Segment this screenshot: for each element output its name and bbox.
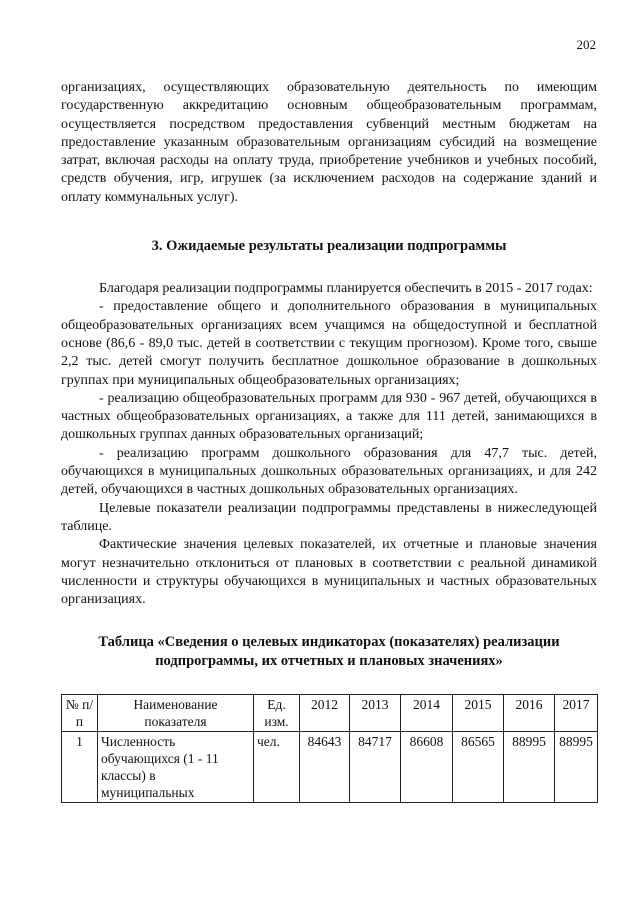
table-title: Таблица «Сведения о целевых индикаторах (показателях) реализации подпрограммы, их отчетных и плановых значениях» [98,634,560,669]
header-cell: 2015 [453,695,504,732]
header-cell: 2013 [350,695,401,732]
table-row [62,732,598,803]
paragraph: - предоставление общего и дополнительного образования в муниципальных общеобразовательных организациях всем учащимся на общедоступной и бесплатной основе (86,6 - 89,0 тыс. детей в соответствии с текущим прогнозом). Кроме того, свыше 2,2 тыс. детей смогут получить бесплатное дошкольное образование в дошкольных группах при муниципальных общеобразовательных организациях; [61,299,597,388]
table-cell: 86565 [453,732,504,803]
header-cell: № п/п [62,695,98,732]
header-cell: 2017 [555,695,598,732]
paragraph: Фактические значения целевых показателей, их отчетные и плановые значения могут незначительно отклониться от плановых в соответствии с реальной динамикой численности и структуры обучающихся в муниципальных и частных образовательных организациях. [61,537,597,608]
table-cell: 88995 [504,732,555,803]
header-cell: Наименование показателя [98,695,254,732]
table-cell: 88995 [555,732,598,803]
document-body [61,79,597,803]
section-heading: 3. Ожидаемые результаты реализации подпрограммы [151,238,507,255]
indicators-table [61,694,598,803]
paragraph: - реализацию программ дошкольного образования для 47,7 тыс. детей, обучающихся в муниципальных дошкольных образовательных организациях, и для 242 детей, обучающихся в частных дошкольных образовательных организациях. [61,445,597,498]
table-cell: 86608 [401,732,453,803]
paragraph: - реализацию общеобразовательных программ для 930 - 967 детей, обучающихся в частных общеобразовательных организациях, а также для 111 детей, занимающихся в дошкольных группах данных образовательных организаций; [61,390,597,443]
table-cell: чел. [254,732,300,803]
table-cell: 1 [62,732,98,803]
table-cell: 84717 [350,732,401,803]
table-cell: Численность обучающихся (1 - 11 классы) в муниципальных [98,732,254,803]
header-cell: Ед. изм. [254,695,300,732]
header-cell: 2012 [300,695,350,732]
header-cell: 2014 [401,695,453,732]
paragraph: Целевые показатели реализации подпрограммы представлены в нижеследующей таблице. [61,500,597,534]
paragraph: Благодаря реализации подпрограммы планируется обеспечить в 2015 - 2017 годах: [99,281,593,297]
intro-paragraph: организациях, осуществляющих образовательную деятельность по имеющим государственную аккредитацию основным общеобразовательным программам, осуществляется посредством предоставления субвенций местным бюджетам на предоставление указанным образовательным организациям субсидий на возмещение затрат, включая расходы на оплату труда, приобретение учебников и учебных пособий, средств обучения, игр, игрушек (за исключением расходов на содержание зданий и оплату коммунальных услуг). [61,80,597,205]
table-header-row [62,695,598,732]
header-cell: 2016 [504,695,555,732]
page-number: 202 [576,37,596,52]
table-cell: 84643 [300,732,350,803]
